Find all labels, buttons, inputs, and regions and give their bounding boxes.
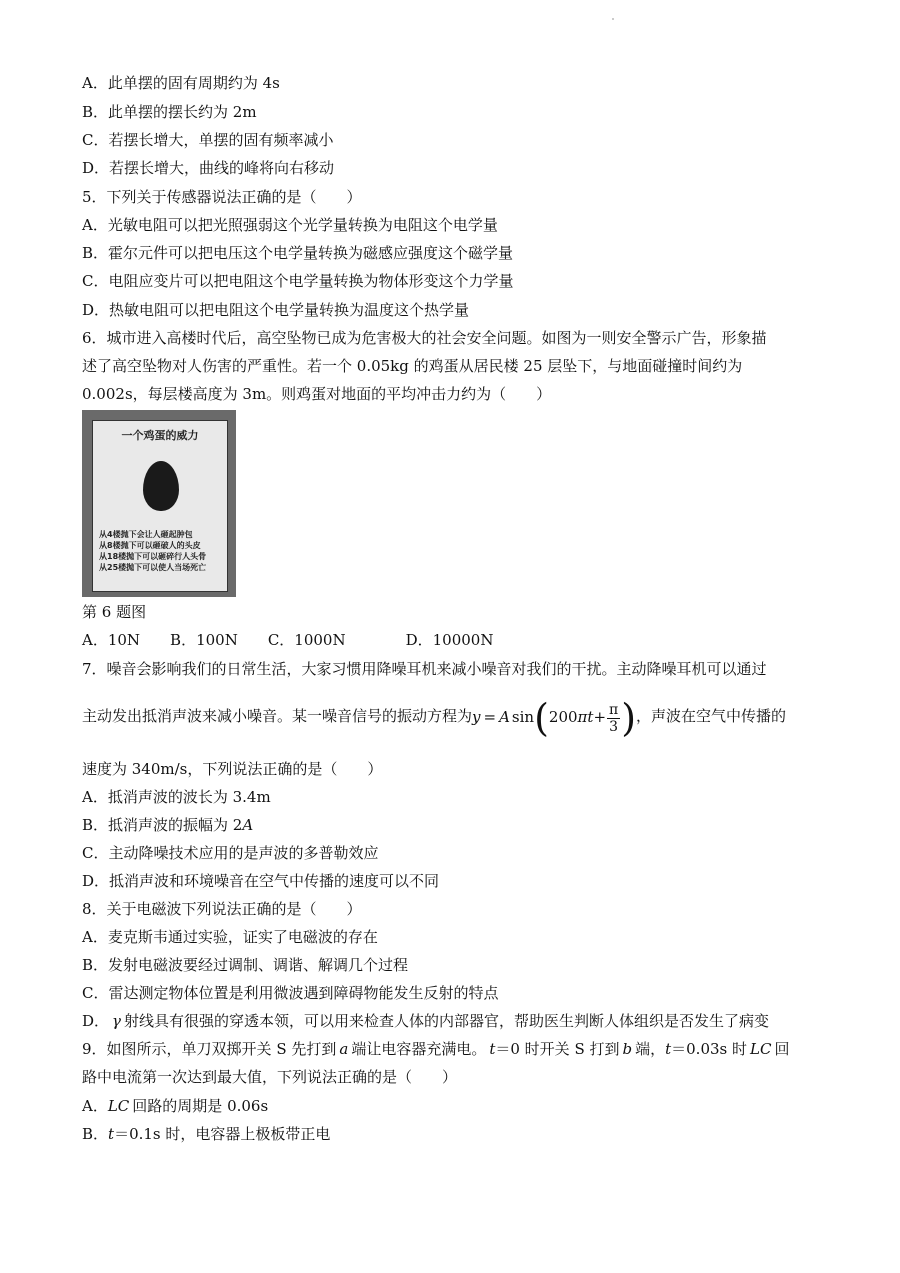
poster-line: 从4楼抛下会让人砸起肿包	[99, 530, 193, 539]
q9-option-b	[82, 1123, 330, 1145]
formula-sin: sin	[511, 708, 535, 726]
q9-text: ＝0.03s 时	[671, 1040, 748, 1058]
q8d-gamma: γ	[112, 1012, 121, 1030]
formula-pi: π	[577, 708, 588, 726]
q8-option-c: C．雷达测定物体位置是利用微波遇到障碍物能发生反射的特点	[82, 984, 499, 1002]
poster-line: 从18楼抛下可以砸碎行人头骨	[99, 552, 207, 561]
formula-coefficient: 200	[548, 708, 578, 726]
question-6-line-2: 述了高空坠物对人伤害的严重性。若一个 0.05kg 的鸡蛋从居民楼 25 层坠下，与地面碰撞时间约为	[82, 357, 743, 375]
q8-option-b: B．发射电磁波要经过调制、调谐、解调几个过程	[82, 956, 409, 974]
q5-option-b: B．霍尔元件可以把电压这个电学量转换为磁感应强度这个磁学量	[82, 244, 514, 262]
poster-text-block	[99, 529, 206, 573]
q9a-label: A．	[82, 1097, 108, 1115]
option-a-pendulum: A．此单摆的固有周期约为 4s	[82, 74, 280, 92]
vibration-equation	[472, 695, 636, 739]
scan-speck	[612, 18, 614, 20]
option-b-pendulum: B．此单摆的摆长约为 2m	[82, 103, 257, 121]
q9-time-var: t	[489, 1040, 496, 1058]
q6-options: A．10N B．100N C．1000N D．10000N	[82, 631, 494, 649]
fraction-numerator: π	[609, 701, 619, 718]
option-c-pendulum: C．若摆长增大，单摆的固有频率减小	[82, 131, 334, 149]
formula-plus: +	[593, 708, 607, 726]
q9a-text: 回路的周期是 0.06s	[132, 1097, 269, 1115]
q9-text: 端让电容器充满电。	[351, 1040, 487, 1058]
q9-text: 回	[774, 1040, 790, 1058]
poster-line: 从8楼抛下可以砸破人的头皮	[99, 541, 201, 550]
q9b-label: B．	[82, 1125, 109, 1143]
question-8: 8．关于电磁波下列说法正确的是（ ）	[82, 900, 362, 918]
q7-option-d: D．抵消声波和环境噪音在空气中传播的速度可以不同	[82, 872, 440, 890]
question-9-line-1	[82, 1038, 789, 1060]
fraction-denominator: 3	[609, 718, 619, 735]
q7-option-b	[82, 814, 253, 836]
q9b-text: ＝0.1s 时，电容器上极板带正电	[114, 1125, 331, 1143]
q9b-time-var: t	[108, 1125, 115, 1143]
egg-icon	[143, 461, 179, 511]
q7-option-c: C．主动降噪技术应用的是声波的多普勒效应	[82, 844, 379, 862]
question-9-line-2: 路中电流第一次达到最大值，下列说法正确的是（ ）	[82, 1068, 458, 1086]
formula-amplitude: A	[499, 708, 510, 726]
poster-title: 一个鸡蛋的威力	[121, 429, 199, 442]
formula-t: t	[587, 708, 594, 726]
q9-time-var: t	[665, 1040, 672, 1058]
formula-left-paren: (	[534, 696, 549, 740]
q9-text: ＝0 时开关 S 打到	[495, 1040, 620, 1058]
q8-option-d	[82, 1010, 769, 1032]
q5-option-d: D．热敏电阻可以把电阻这个电学量转换为温度这个热学量	[82, 301, 470, 319]
q8d-text: 射线具有很强的穿透本领，可以用来检查人体的内部器官，帮助医生判断人体组织是否发生了病变	[124, 1012, 770, 1030]
q7-text-after-formula: ，声波在空气中传播的	[636, 707, 787, 725]
q5-option-a: A．光敏电阻可以把光照强弱这个光学量转换为电阻这个电学量	[82, 216, 498, 234]
figure-6-caption: 第 6 题图	[82, 603, 147, 621]
q9-lc: LC	[750, 1040, 772, 1058]
q9-terminal-b: b	[622, 1040, 633, 1058]
formula-equals: =	[483, 708, 497, 726]
question-7-line-2	[82, 694, 786, 739]
question-5: 5．下列关于传感器说法正确的是（ ）	[82, 188, 362, 206]
q9a-lc: LC	[107, 1097, 130, 1115]
question-7-line-3: 速度为 340m/s，下列说法正确的是（ ）	[82, 760, 383, 778]
option-d-pendulum: D．若摆长增大，曲线的峰将向右移动	[82, 159, 335, 177]
q9-text: 9．如图所示，单刀双掷开关 S 先打到	[82, 1040, 337, 1058]
poster-line: 从25楼抛下可以使人当场死亡	[99, 563, 207, 572]
q9-terminal-a: a	[339, 1040, 349, 1058]
q7-text-before-formula: 主动发出抵消声波来减小噪音。某一噪音信号的振动方程为	[82, 707, 473, 725]
q7b-text: B．抵消声波的振幅为 2	[82, 816, 243, 834]
question-6-line-1: 6．城市进入高楼时代后，高空坠物已成为危害极大的社会安全问题。如图为一则安全警示广告，形象描	[82, 329, 767, 347]
formula-right-paren: )	[621, 696, 637, 740]
q5-option-c: C．电阻应变片可以把电阻这个电学量转换为物体形变这个力学量	[82, 272, 514, 290]
q7b-amplitude-var: A	[242, 816, 254, 834]
question-6-line-3: 0.002s，每层楼高度为 3m。则鸡蛋对地面的平均冲击力约为（ ）	[82, 385, 552, 403]
q7-option-a: A．抵消声波的波长为 3.4m	[82, 788, 271, 806]
formula-fraction	[607, 702, 620, 735]
poster-panel	[92, 420, 228, 592]
q9-option-a	[82, 1095, 268, 1117]
q8d-label: D．	[82, 1012, 110, 1030]
q9-text: 端，	[635, 1040, 666, 1058]
q8-option-a: A．麦克斯韦通过实验，证实了电磁波的存在	[82, 928, 378, 946]
formula-y: y	[472, 708, 481, 726]
egg-warning-poster	[82, 410, 236, 597]
question-7-line-1: 7．噪音会影响我们的日常生活，大家习惯用降噪耳机来减小噪音对我们的干扰。主动降噪耳机可以通过	[82, 660, 767, 678]
